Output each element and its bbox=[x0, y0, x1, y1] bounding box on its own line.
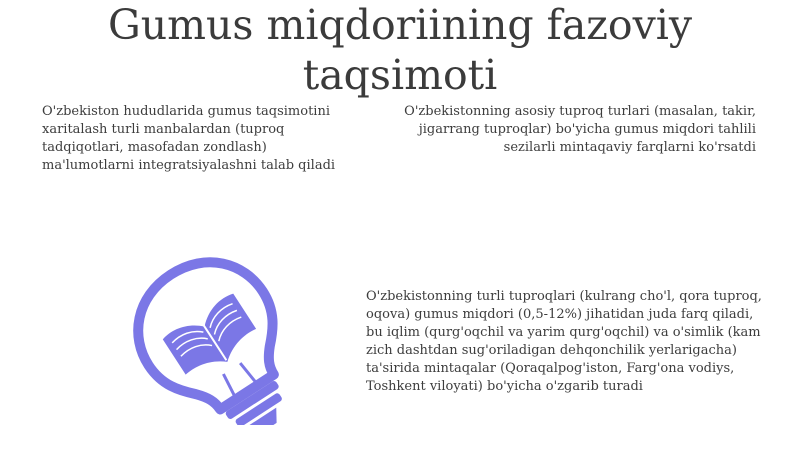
lightbulb-book-icon bbox=[100, 255, 300, 425]
paragraph-left: O'zbekiston hududlarida gumus taqsimotini xaritalash turli manbalardan (tuproq tadqiqotlari, masofadan zondlash) ma'lumotlarni integratsiyalashni talab qiladi bbox=[42, 104, 336, 173]
paragraph-right: O'zbekistonning asosiy tuproq turlari (masalan, takir, jigarrang tuproqlar) bo'yicha gumus miqdori tahlili sezilarli mintaqaviy farqlarni ko'rsatdi bbox=[404, 104, 756, 155]
slide-title: Gumus miqdoriining fazoviy taqsimoti bbox=[107, 1, 693, 99]
paragraph-bottom: O'zbekistonning turli tuproqlari (kulrang cho'l, qora tuproq, oqova) gumus miqdori (0,5-12%) jihatidan juda farq qiladi, bu iqlim (qurg'oqchil va yarim qurg'oqchil) va o'simlik (kam zich dashtdan sug'oriladigan dehqonchilik yerlarigacha) ta'sirida mintaqalar (Qoraqalpog'iston, Farg'ona vodiys, Toshkent viloyati) bo'yicha o'zgarib turadi bbox=[366, 289, 762, 394]
